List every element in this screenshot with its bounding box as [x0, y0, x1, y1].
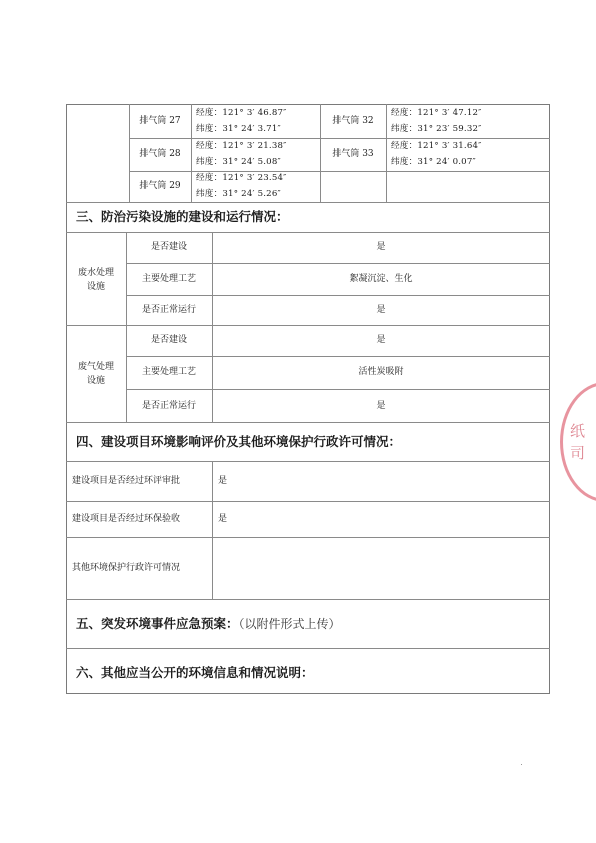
row-value: 活性炭吸附: [358, 367, 404, 377]
row-value: 絮凝沉淀、生化: [349, 274, 413, 284]
rule: [126, 389, 550, 390]
row-label: 是否建设: [150, 242, 187, 252]
stack-longitude: 经度：121° 3′ 31.64″: [391, 141, 482, 151]
stack-longitude: 经度：121° 3′ 46.87″: [196, 108, 287, 118]
rule: [126, 232, 127, 422]
row-value: 是: [376, 305, 386, 315]
rule: [129, 171, 550, 172]
stack-latitude: 纬度：31° 24′ 5.08″: [196, 157, 281, 167]
rule: [126, 295, 550, 296]
rule: [66, 537, 550, 538]
row-value: 是: [376, 335, 386, 345]
rule: [66, 422, 550, 423]
stack-longitude: 经度：121° 3′ 47.12″: [391, 108, 482, 118]
stack-longitude: 经度：121° 3′ 21.38″: [196, 141, 287, 151]
row-value: 是: [376, 401, 386, 411]
row-value: 是: [218, 514, 228, 524]
section-6-title: 六、其他应当公开的环境信息和情况说明：: [76, 665, 314, 680]
stack-latitude: 纬度：31° 24′ 3.71″: [196, 124, 281, 134]
stack-longitude: 经度：121° 3′ 23.54″: [196, 173, 287, 183]
wastegas-group-label: 废气处理 设施: [77, 362, 114, 386]
rule: [66, 232, 550, 233]
wastewater-group-label: 废水处理 设施: [77, 268, 114, 292]
stack-name: 排气筒 27: [139, 116, 181, 126]
rule: [191, 104, 192, 202]
rule: [212, 461, 213, 599]
rule: [212, 232, 213, 422]
stack-latitude: 纬度：31° 24′ 5.26″: [196, 189, 281, 199]
rule: [66, 461, 550, 462]
section-5-title: [76, 616, 341, 632]
row-value: 是: [218, 476, 228, 486]
seal-text: 纸 司: [570, 422, 586, 462]
rule: [66, 648, 550, 649]
rule: [386, 104, 387, 202]
rule: [66, 325, 550, 326]
scan-speck: [521, 764, 522, 765]
stack-name: 排气筒 32: [332, 116, 374, 126]
rule: [66, 501, 550, 502]
stack-name: 排气筒 33: [332, 149, 374, 159]
row-label: 是否正常运行: [141, 305, 196, 315]
row-label: 其他环境保护行政许可情况: [72, 563, 181, 573]
stack-latitude: 纬度：31° 23′ 59.32″: [391, 124, 482, 134]
section-5-note: （以附件形式上传）: [238, 617, 341, 631]
rule: [126, 356, 550, 357]
section-5-heading: 五、突发环境事件应急预案：: [76, 616, 239, 631]
stack-latitude: 纬度：31° 24′ 0.07″: [391, 157, 476, 167]
rule: [129, 138, 550, 139]
row-label: 主要处理工艺: [141, 274, 196, 284]
rule: [66, 202, 550, 203]
stack-name: 排气筒 29: [139, 181, 181, 191]
rule: [126, 263, 550, 264]
form-table: [66, 104, 550, 694]
row-value: 是: [376, 242, 386, 252]
rule: [66, 599, 550, 600]
row-label: 主要处理工艺: [141, 367, 196, 377]
section-4-title: 四、建设项目环境影响评价及其他环境保护行政许可情况：: [76, 434, 402, 449]
row-label: 是否正常运行: [141, 401, 196, 411]
stack-name: 排气筒 28: [139, 149, 181, 159]
row-label: 建设项目是否经过环评审批: [72, 476, 181, 486]
row-label: 是否建设: [150, 335, 187, 345]
section-3-title: 三、防治污染设施的建设和运行情况：: [76, 209, 289, 224]
row-label: 建设项目是否经过环保验收: [72, 514, 181, 524]
